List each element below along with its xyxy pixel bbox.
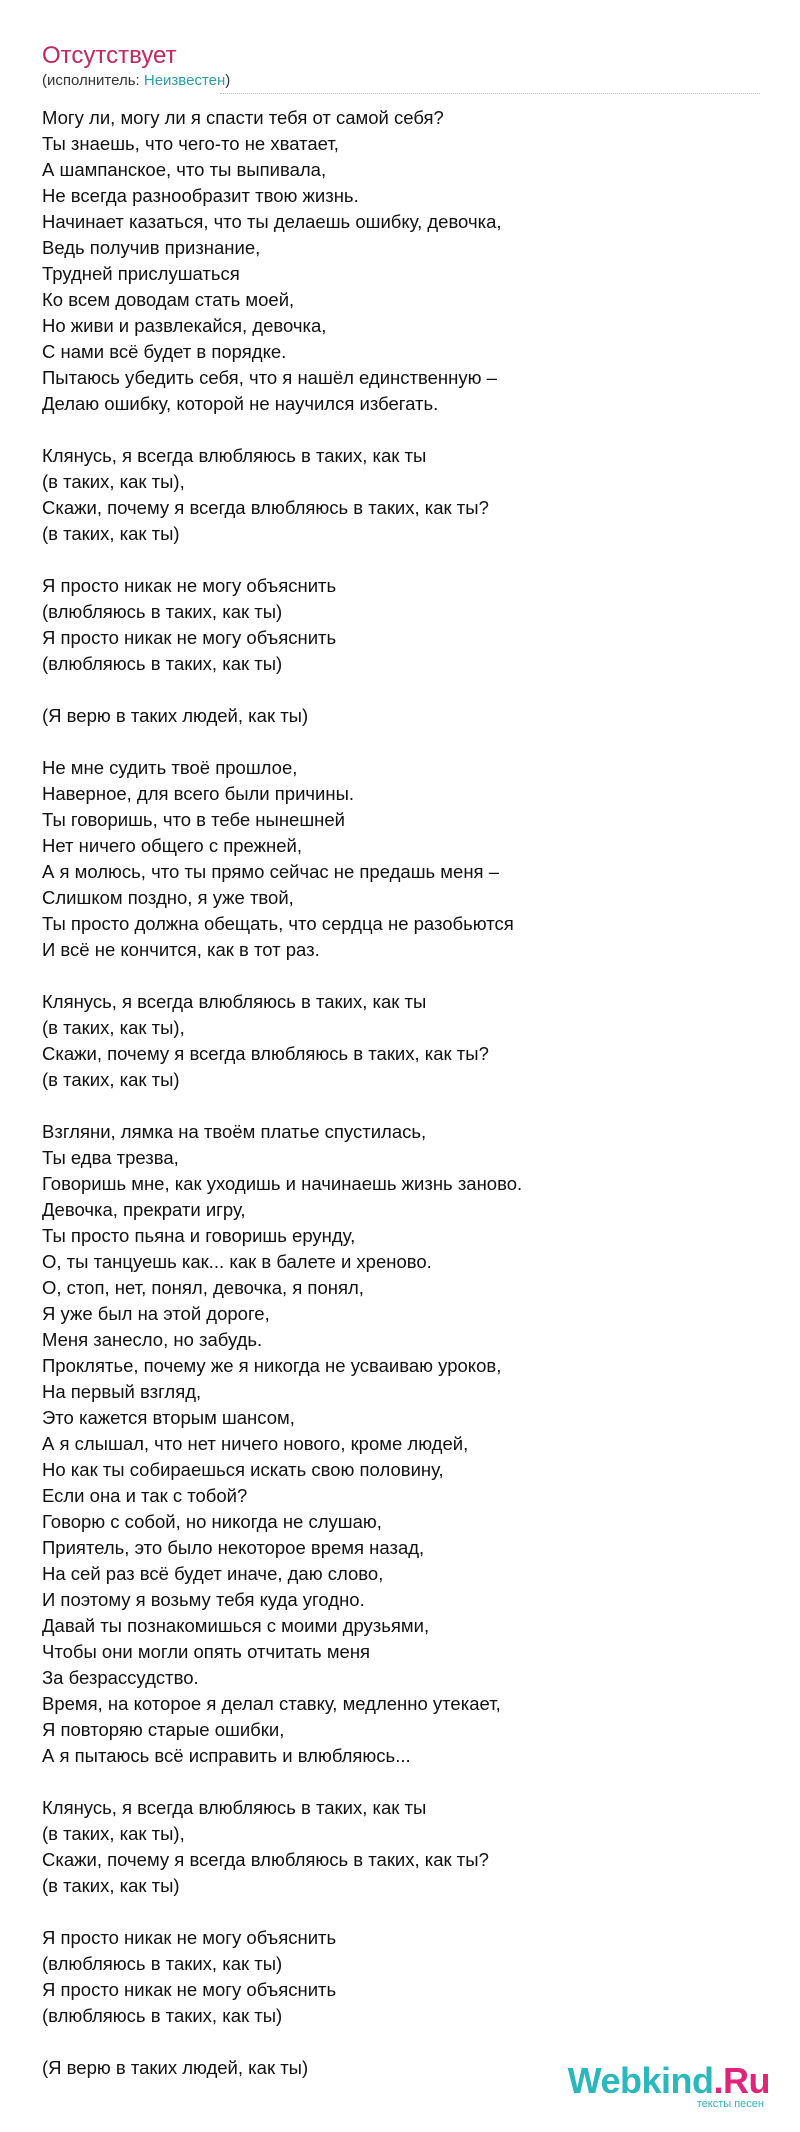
lyric-line: Ведь получив признание, <box>42 237 261 258</box>
lyric-line: (в таких, как ты), <box>42 1823 185 1844</box>
lyric-line: А шампанское, что ты выпивала, <box>42 159 327 180</box>
lyric-line: А я слышал, что нет ничего нового, кроме людей, <box>42 1433 469 1454</box>
lyric-line: Начинает казаться, что ты делаешь ошибку, девочка, <box>42 211 502 232</box>
lyric-line: Делаю ошибку, которой не научился избегать. <box>42 393 439 414</box>
logo-tagline: тексты песен <box>696 2098 764 2110</box>
logo-main-text: Webkind <box>567 2060 714 2101</box>
lyric-line: Но живи и развлекайся, девочка, <box>42 315 327 336</box>
logo-wordmark <box>568 2062 770 2100</box>
lyric-line: Ты просто пьяна и говоришь ерунду, <box>42 1225 356 1246</box>
lyric-line: Скажи, почему я всегда влюбляюсь в таких, как ты? <box>42 1849 489 1870</box>
lyric-line: Я повторяю старые ошибки, <box>42 1719 285 1740</box>
lyric-line: Это кажется вторым шансом, <box>42 1407 295 1428</box>
stanza <box>42 573 762 677</box>
lyric-line: Клянусь, я всегда влюбляюсь в таких, как ты <box>42 991 427 1012</box>
lyric-line: (в таких, как ты), <box>42 1017 185 1038</box>
lyric-line: Слишком поздно, я уже твой, <box>42 887 294 908</box>
stanza <box>42 1925 762 2029</box>
lyric-line: Говорю с собой, но никогда не слушаю, <box>42 1511 382 1532</box>
lyric-line: (в таких, как ты) <box>42 1069 180 1090</box>
lyric-line: Клянусь, я всегда влюбляюсь в таких, как ты <box>42 445 427 466</box>
lyrics-body <box>42 105 762 2107</box>
site-logo[interactable] <box>568 2062 770 2110</box>
artist-suffix: ) <box>225 72 231 89</box>
lyric-line: Ко всем доводам стать моей, <box>42 289 295 310</box>
lyric-line: Я просто никак не могу объяснить <box>42 1979 337 2000</box>
lyric-line: Приятель, это было некоторое время назад, <box>42 1537 425 1558</box>
lyric-line: Взгляни, лямка на твоём платье спустилась, <box>42 1121 427 1142</box>
song-title: Отсутствует <box>42 42 177 69</box>
lyric-line: Меня занесло, но забудь. <box>42 1329 263 1350</box>
lyric-line: Давай ты познакомишься с моими друзьями, <box>42 1615 430 1636</box>
stanza <box>42 1795 762 1899</box>
lyric-line: Я просто никак не могу объяснить <box>42 627 337 648</box>
lyric-line: (влюбляюсь в таких, как ты) <box>42 653 283 674</box>
lyric-line: Скажи, почему я всегда влюбляюсь в таких, как ты? <box>42 1043 489 1064</box>
lyric-line: Ты знаешь, что чего-то не хватает, <box>42 133 339 154</box>
lyric-line: (в таких, как ты) <box>42 1875 180 1896</box>
lyric-line: На первый взгляд, <box>42 1381 202 1402</box>
lyric-line: (влюбляюсь в таких, как ты) <box>42 2005 283 2026</box>
lyric-line: Ты едва трезва, <box>42 1147 179 1168</box>
lyric-line: За безрассудство. <box>42 1667 199 1688</box>
lyric-line: Ты говоришь, что в тебе нынешней <box>42 809 346 830</box>
lyric-line: Нет ничего общего с прежней, <box>42 835 302 856</box>
stanza <box>42 703 762 729</box>
lyric-line: Чтобы они могли опять отчитать меня <box>42 1641 371 1662</box>
artist-line <box>42 72 230 90</box>
lyric-line: С нами всё будет в порядке. <box>42 341 287 362</box>
header-divider <box>220 93 760 94</box>
stanza <box>42 989 762 1093</box>
lyric-line: Наверное, для всего были причины. <box>42 783 355 804</box>
lyric-line: А я пытаюсь всё исправить и влюбляюсь... <box>42 1745 411 1766</box>
stanza <box>42 105 762 417</box>
lyric-line: Проклятье, почему же я никогда не усваиваю уроков, <box>42 1355 502 1376</box>
lyric-line: (влюбляюсь в таких, как ты) <box>42 1953 283 1974</box>
stanza <box>42 755 762 963</box>
lyric-line: Если она и так с тобой? <box>42 1485 248 1506</box>
lyric-line: Ты просто должна обещать, что сердца не разобьются <box>42 913 514 934</box>
lyric-line: (Я верю в таких людей, как ты) <box>42 705 309 726</box>
lyric-line: Не всегда разнообразит твою жизнь. <box>42 185 359 206</box>
lyric-line: На сей раз всё будет иначе, даю слово, <box>42 1563 384 1584</box>
logo-suffix: .Ru <box>713 2060 770 2101</box>
artist-link[interactable]: Неизвестен <box>143 72 226 89</box>
lyric-line: И поэтому я возьму тебя куда угодно. <box>42 1589 365 1610</box>
artist-prefix: (исполнитель: <box>42 72 144 89</box>
lyric-line: Могу ли, могу ли я спасти тебя от самой себя? <box>42 107 444 128</box>
lyric-line: (влюбляюсь в таких, как ты) <box>42 601 283 622</box>
lyric-line: Пытаюсь убедить себя, что я нашёл единственную – <box>42 367 497 388</box>
lyric-line: Клянусь, я всегда влюбляюсь в таких, как ты <box>42 1797 427 1818</box>
lyric-line: Трудней прислушаться <box>42 263 240 284</box>
lyric-line: А я молюсь, что ты прямо сейчас не предашь меня – <box>42 861 499 882</box>
lyric-line: Но как ты собираешься искать свою половину, <box>42 1459 444 1480</box>
lyric-line: (в таких, как ты) <box>42 523 180 544</box>
lyric-line: Скажи, почему я всегда влюбляюсь в таких, как ты? <box>42 497 489 518</box>
lyric-line: Девочка, прекрати игру, <box>42 1199 246 1220</box>
lyric-line: О, стоп, нет, понял, девочка, я понял, <box>42 1277 364 1298</box>
lyric-line: О, ты танцуешь как... как в балете и хреново. <box>42 1251 432 1272</box>
lyric-line: (Я верю в таких людей, как ты) <box>42 2057 309 2078</box>
lyric-line: Время, на которое я делал ставку, медленно утекает, <box>42 1693 501 1714</box>
lyric-line: (в таких, как ты), <box>42 471 185 492</box>
stanza <box>42 443 762 547</box>
lyric-line: Я уже был на этой дороге, <box>42 1303 270 1324</box>
lyric-line: Я просто никак не могу объяснить <box>42 1927 337 1948</box>
stanza <box>42 1119 762 1769</box>
lyric-line: Я просто никак не могу объяснить <box>42 575 337 596</box>
lyric-line: Не мне судить твоё прошлое, <box>42 757 298 778</box>
lyric-line: Говоришь мне, как уходишь и начинаешь жизнь заново. <box>42 1173 523 1194</box>
lyric-line: И всё не кончится, как в тот раз. <box>42 939 320 960</box>
